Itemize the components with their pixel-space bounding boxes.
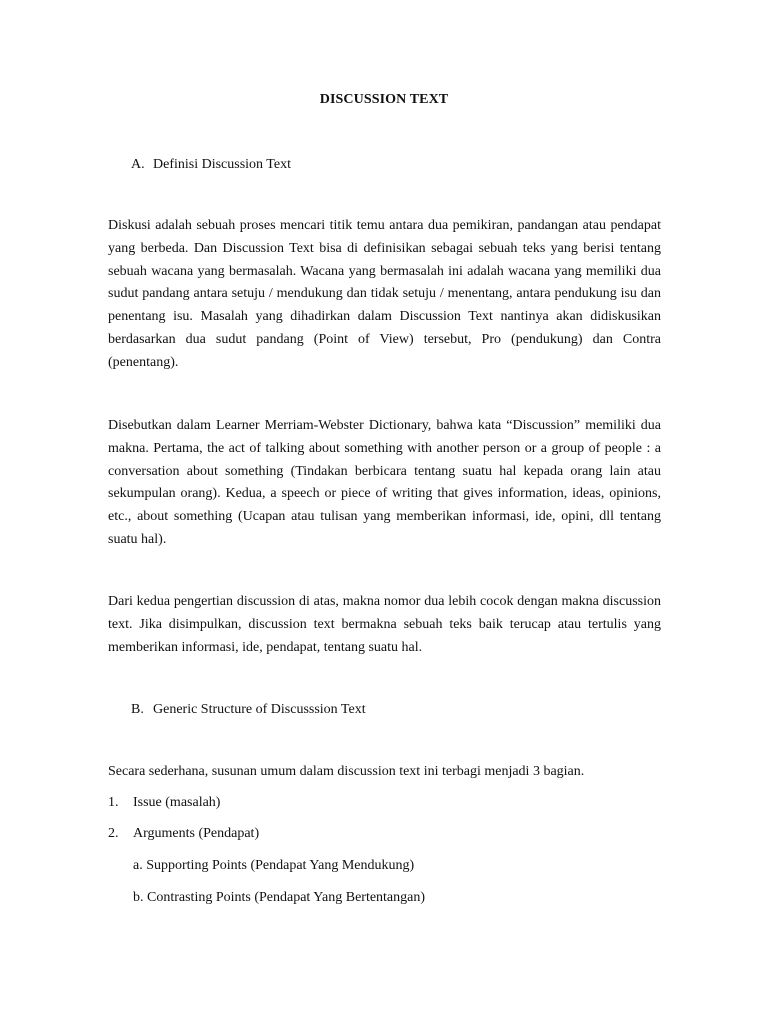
list-item-number: 2. [108, 826, 119, 841]
list-item [108, 795, 220, 811]
document-title: DISCUSSION TEXT [319, 92, 449, 107]
section-a-number: A. [131, 157, 145, 172]
paragraph-conclusion: Dari kedua pengertian discussion di atas, makna nomor dua lebih cocok dengan makna discussion text. Jika disimpulkan, discussion text bermakna sebuah teks baik terucap atau tertulis yang memberikan informasi, ide, pendapat, tentang suatu hal. [108, 594, 661, 655]
list-item-number: 1. [108, 795, 119, 810]
sub-list-item: b. Contrasting Points (Pendapat Yang Bertentangan) [133, 890, 426, 905]
section-b-title: Generic Structure of Discusssion Text [153, 702, 366, 717]
list-item-text: Issue (masalah) [133, 795, 221, 810]
section-a-heading [131, 157, 291, 173]
sub-list-item: a. Supporting Points (Pendapat Yang Mendukung) [133, 858, 415, 873]
section-b-heading [131, 702, 366, 718]
paragraph-definition: Diskusi adalah sebuah proses mencari titik temu antara dua pemikiran, pandangan atau pendapat yang berbeda. Dan Discussion Text bisa di definisikan sebagai sebuah teks yang berisi tentang sebuah wacana yang bermasalah. Wacana yang bermasalah ini adalah wacana yang memiliki dua sudut pandang antara setuju / mendukung dan tidak setuju / menentang, antara pendukung isu dan penentang isu. Masalah yang dihadirkan dalam Discussion Text nantinya akan didiskusikan berdasarkan dua sudut pandang (Point of View) tersebut, Pro (pendukung) dan Contra (penentang). [108, 218, 661, 370]
paragraph-dictionary: Disebutkan dalam Learner Merriam-Webster Dictionary, bahwa kata “Discussion” memiliki dua makna. Pertama, the act of talking about something with another person or a group of people : a conversation about something (Tindakan berbicara tentang suatu hal kepada orang lain atau sekumpulan orang). Kedua, a speech or piece of writing that gives information, ideas, opinions, etc., about something (Ucapan atau tulisan yang memberikan informasi, ide, opini, dll tentang suatu hal). [108, 418, 661, 547]
intro-line: Secara sederhana, susunan umum dalam discussion text ini terbagi menjadi 3 bagian. [108, 764, 585, 779]
section-a-title: Definisi Discussion Text [153, 157, 291, 172]
section-b-number: B. [131, 702, 144, 717]
list-item [108, 826, 259, 842]
list-item-text: Arguments (Pendapat) [133, 826, 260, 841]
